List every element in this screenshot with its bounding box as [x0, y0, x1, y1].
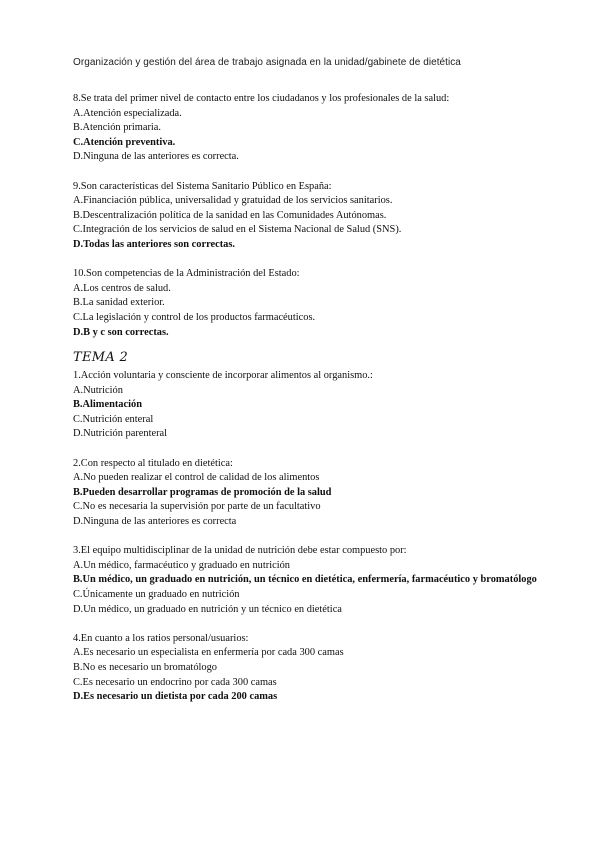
question-text: 1.Acción voluntaria y consciente de incorporar alimentos al organismo.:: [73, 370, 373, 382]
answer-option: C.Es necesario un endocrino por cada 300 camas: [73, 676, 277, 688]
question-text: 2.Con respecto al titulado en dietética:: [73, 457, 233, 469]
question-text: 4.En cuanto a los ratios personal/usuarios:: [73, 632, 249, 644]
question-text: 3.El equipo multidisciplinar de la unidad de nutrición debe estar compuesto por:: [73, 545, 407, 557]
questions-part-1: [73, 92, 583, 340]
answer-option-correct: D.B y c son correctas.: [73, 326, 169, 338]
question-block: [73, 457, 583, 530]
answer-option: D.Nutrición parenteral: [73, 428, 168, 440]
answer-option-correct: C.Atención preventiva.: [73, 136, 176, 148]
answer-option-correct: B.Un médico, un graduado en nutrición, un técnico en dietética, enfermería, farmacéutico y bromatólogo: [73, 574, 537, 586]
question-text: 8.Se trata del primer nivel de contacto entre los ciudadanos y los profesionales de la salud:: [73, 93, 450, 104]
answer-option: D.Un médico, un graduado en nutrición y un técnico en dietética: [73, 603, 342, 615]
answer-option: A.Financiación pública, universalidad y gratuidad de los servicios sanitarios.: [73, 195, 393, 207]
answer-option: D.Ninguna de las anteriores es correcta: [73, 516, 237, 528]
answer-option: A.Nutrición: [73, 384, 123, 396]
question-block: [73, 369, 583, 442]
answer-option: B.No es necesario un bromatólogo: [73, 661, 217, 673]
answer-option: A.Atención especializada.: [73, 107, 182, 119]
answer-option: C.No es necesaria la supervisión por parte de un facultativo: [73, 501, 321, 513]
answer-option: C.Nutrición enteral: [73, 413, 154, 425]
answer-option: B.La sanidad exterior.: [73, 297, 165, 309]
answer-option: A.Los centros de salud.: [73, 282, 171, 294]
answer-option: B.Atención primaria.: [73, 122, 162, 134]
answer-option-correct: B.Pueden desarrollar programas de promoción de la salud: [73, 486, 332, 498]
answer-option: A.Un médico, farmacéutico y graduado en nutrición: [73, 559, 290, 571]
answer-option-correct: D.Todas las anteriores son correctas.: [73, 238, 236, 250]
page-header: Organización y gestión del área de trabajo asignada en la unidad/gabinete de dietética: [73, 57, 461, 68]
answer-option: C.Integración de los servicios de salud en el Sistema Nacional de Salud (SNS).: [73, 224, 402, 236]
question-block: [73, 92, 583, 165]
question-block: [73, 632, 583, 705]
topic-heading: TEMA 2: [73, 350, 129, 366]
answer-option-correct: B.Alimentación: [73, 399, 142, 411]
question-block: [73, 180, 583, 253]
question-block: [73, 267, 583, 340]
answer-option: C.La legislación y control de los productos farmacéuticos.: [73, 311, 316, 323]
answer-option-correct: D.Es necesario un dietista por cada 200 camas: [73, 691, 278, 703]
answer-option: B.Descentralización política de la sanidad en las Comunidades Autónomas.: [73, 209, 387, 221]
answer-option: A.No pueden realizar el control de calidad de los alimentos: [73, 472, 320, 484]
questions-part-2: [73, 369, 583, 705]
question-text: 9.Son características del Sistema Sanitario Público en España:: [73, 180, 332, 192]
question-text: 10.Son competencias de la Administración del Estado:: [73, 268, 300, 280]
document-page: [73, 57, 583, 705]
answer-option: A.Es necesario un especialista en enfermería por cada 300 camas: [73, 647, 344, 659]
answer-option: C.Únicamente un graduado en nutrición: [73, 589, 240, 600]
answer-option: D.Ninguna de las anteriores es correcta.: [73, 151, 239, 163]
question-block: [73, 544, 583, 617]
